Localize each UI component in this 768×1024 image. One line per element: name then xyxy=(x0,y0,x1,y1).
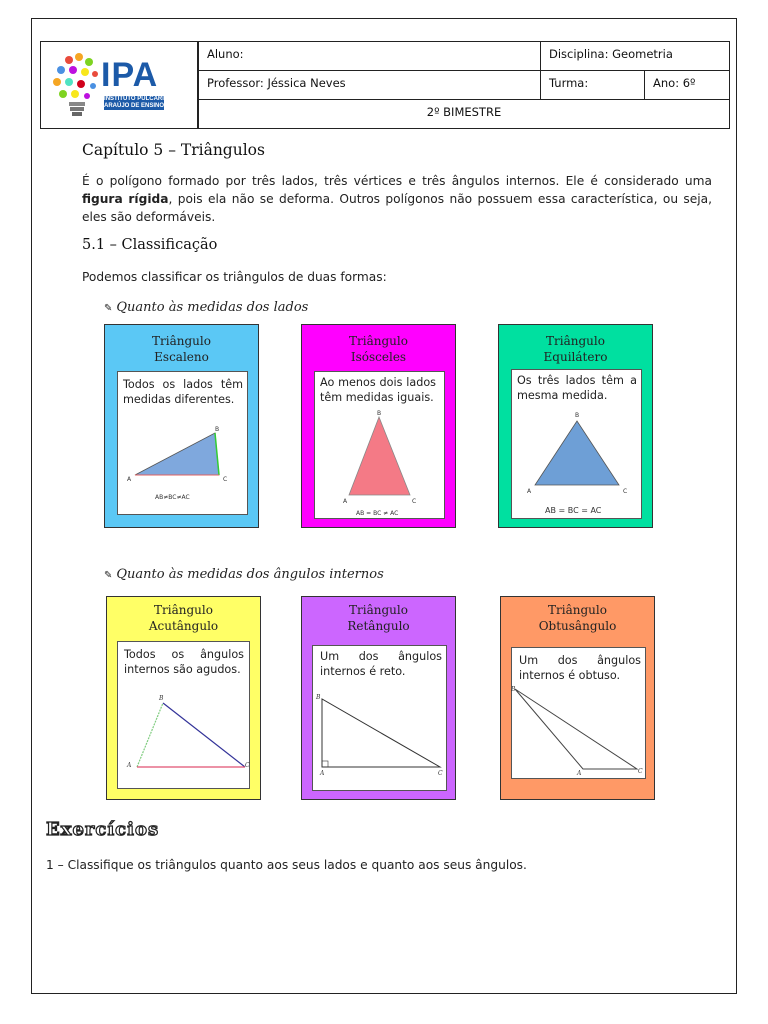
vertex-b: B xyxy=(215,426,220,433)
vertex-c: C xyxy=(638,768,643,775)
vertex-c: C xyxy=(245,762,250,769)
card-title-line1: Triângulo xyxy=(548,603,607,617)
vertex-a: A xyxy=(127,476,132,483)
vertex-b: B xyxy=(511,686,516,693)
card-isosceles xyxy=(301,324,456,528)
ano-field: Ano: 6º xyxy=(644,71,729,100)
card-retangulo xyxy=(301,596,456,800)
by-sides-heading xyxy=(104,300,308,315)
scalene-triangle xyxy=(117,425,248,505)
card-title-line2: Acutângulo xyxy=(148,619,219,633)
card-obtusangulo xyxy=(500,596,655,800)
vertex-a: A xyxy=(577,770,582,775)
card-title-line2: Retângulo xyxy=(347,619,410,633)
card-description: Todos os lados têm medidas diferentes. xyxy=(123,378,243,406)
section-title: 5.1 – Classificação xyxy=(82,237,218,253)
isosceles-triangle xyxy=(314,409,445,519)
vertex-c: C xyxy=(623,488,628,495)
card-title-line2: Escaleno xyxy=(154,350,209,364)
by-angles-heading xyxy=(104,567,384,582)
card-equilatero xyxy=(498,324,653,528)
bimestre-field: 2º BIMESTRE xyxy=(198,100,729,128)
card-title-line1: Triângulo xyxy=(152,334,211,348)
vertex-a: A xyxy=(127,762,132,769)
card-acutangulo xyxy=(106,596,261,800)
card-description: Um dos ângulos internos é reto. xyxy=(320,650,442,678)
lightbulb-icon xyxy=(47,50,107,120)
bullet-icon: ✎ xyxy=(104,570,113,581)
professor-field: Professor: Jéssica Neves xyxy=(198,71,540,100)
vertex-a: A xyxy=(343,498,348,505)
card-title-line1: Triângulo xyxy=(349,603,408,617)
bullet-icon: ✎ xyxy=(104,303,113,314)
vertex-b: B xyxy=(316,694,321,701)
side-caption: AB≠BC≠AC xyxy=(155,494,190,501)
classify-intro: Podemos classificar os triângulos de duas formas: xyxy=(82,270,387,284)
exercises-title: Exercícios xyxy=(46,819,160,840)
card-description: Ao menos dois lados têm medidas iguais. xyxy=(320,376,436,404)
logo-subtitle: INSTITUTO PULCARI ARAÚJO DE ENSINO xyxy=(104,96,165,109)
intro-paragraph xyxy=(82,172,712,226)
vertex-b: B xyxy=(575,412,580,419)
school-logo xyxy=(41,42,198,128)
vertex-c: C xyxy=(412,498,417,505)
card-description: Todos os ângulos internos são agudos. xyxy=(124,648,244,676)
vertex-b: B xyxy=(159,695,164,702)
equilateral-triangle xyxy=(511,409,642,519)
by-sides-label: Quanto às medidas dos lados xyxy=(116,300,309,315)
logo-text: IPA xyxy=(101,56,159,94)
card-title-line2: Isósceles xyxy=(350,350,407,364)
right-triangle xyxy=(312,691,447,781)
vertex-c: C xyxy=(223,476,228,483)
by-angles-label: Quanto às medidas dos ângulos internos xyxy=(116,567,384,582)
disciplina-field: Disciplina: Geometria xyxy=(540,42,729,71)
question-1: 1 – Classifique os triângulos quanto aos seus lados e quanto aos seus ângulos. xyxy=(46,858,527,872)
chapter-title: Capítulo 5 – Triângulos xyxy=(82,141,265,159)
obtuse-triangle xyxy=(511,685,646,775)
card-title-line1: Triângulo xyxy=(349,334,408,348)
intro-text-1: É o polígono formado por três lados, três vértices e três ângulos internos. Ele é considerado uma xyxy=(82,174,712,188)
card-title-line2: Equilátero xyxy=(543,350,608,364)
vertex-c: C xyxy=(438,770,443,777)
header-table xyxy=(40,41,730,129)
card-description: Um dos ângulos internos é obtuso. xyxy=(519,654,641,682)
side-caption: AB = BC ≠ AC xyxy=(356,510,399,517)
card-title-line1: Triângulo xyxy=(154,603,213,617)
turma-field[interactable]: Turma: xyxy=(540,71,644,100)
vertex-b: B xyxy=(377,410,382,417)
acute-triangle xyxy=(117,693,250,783)
side-caption: AB = BC = AC xyxy=(545,506,602,515)
card-escaleno xyxy=(104,324,259,528)
intro-bold: figura rígida xyxy=(82,192,169,206)
card-description: Os três lados têm a mesma medida. xyxy=(517,374,637,402)
card-title-line1: Triângulo xyxy=(546,334,605,348)
aluno-field[interactable]: Aluno: xyxy=(198,42,540,71)
vertex-a: A xyxy=(320,770,325,777)
vertex-a: A xyxy=(527,488,532,495)
intro-text-2: , pois ela não se deforma. Outros polígonos não possuem essa característica, ou seja, eles são deformáveis. xyxy=(82,192,713,224)
card-title-line2: Obtusângulo xyxy=(538,619,617,633)
